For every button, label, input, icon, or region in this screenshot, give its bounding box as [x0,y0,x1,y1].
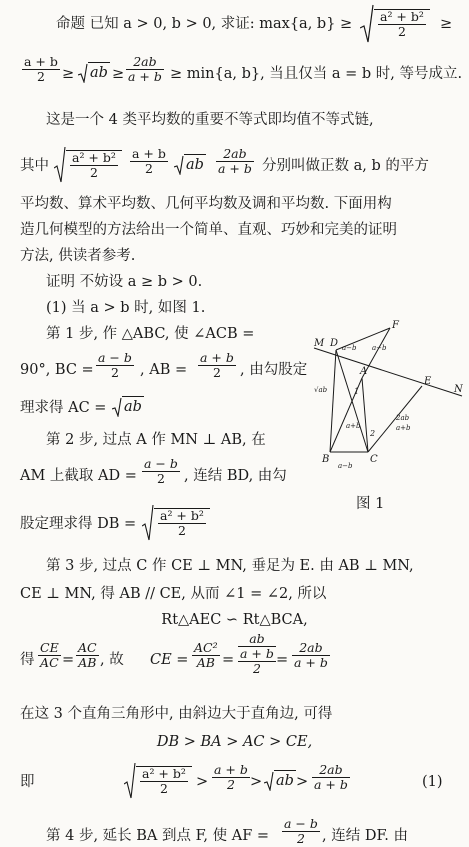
figure-caption: 图 1 [356,496,385,512]
similar-triangles: Rt△AEC ∽ Rt△BCA, [161,612,308,628]
label-D: D [330,338,339,349]
svg-text:a−b: a−b [338,462,353,470]
label-F: F [392,320,399,331]
svg-text:√ab: √ab [314,386,328,394]
svg-text:a+b: a+b [396,424,411,432]
svg-text:2ab: 2ab [396,414,410,422]
sqrt-quadratic-mean: $\frac{\text{a² + b²}}{2}$ [360,4,430,44]
svg-text:2: 2 [370,429,376,438]
svg-text:1: 1 [354,387,360,396]
sqrt-geo-mean: ab [78,62,110,83]
label-E: E [424,376,432,387]
svg-text:a+b: a+b [346,422,361,430]
frac-arith-mean: $\frac{a + b}{2}$ [24,54,58,84]
equation-number: (1) [422,774,443,790]
figure-1-geometric-model [296,320,466,470]
label-C: C [370,454,378,465]
svg-text:a−b: a−b [342,344,357,352]
proposition-statement: 命题 已知 a > 0, b > 0, 求证: max{a, b} ≥ [56,16,353,32]
sqrt-quadratic-mean-2: $\frac{\text{a² + b²}}{2}$ [54,146,122,184]
label-M: M [314,338,325,349]
frac-harmonic-mean: $\frac{2ab}{a + b}$ [128,54,162,84]
label-A: A [360,366,368,377]
label-B: B [322,454,330,465]
svg-text:a−b: a−b [372,344,387,352]
inequality-chain: DB > BA > AC > CE, [156,734,313,750]
label-N: N [454,384,463,395]
